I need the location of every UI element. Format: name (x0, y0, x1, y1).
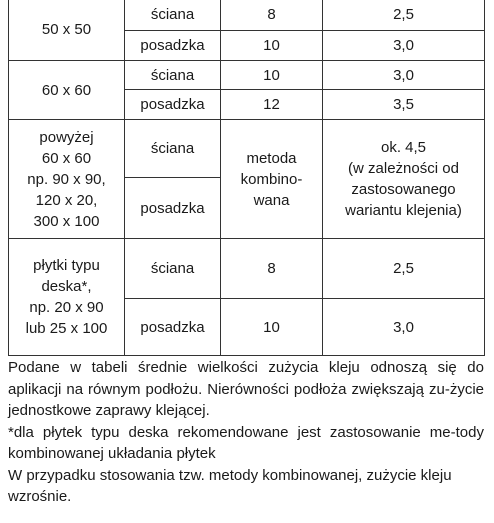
method-cell: metoda kombino- wana (221, 120, 323, 239)
surface-cell: ściana (125, 0, 221, 31)
surface-cell: posadzka (125, 299, 221, 356)
surface-cell: posadzka (125, 31, 221, 61)
note-average-consumption: Podane w tabeli średnie wielkości zużycia kleju odnoszą się do aplikacji na równym podłożu. Nierówności podłoża zwiększają zu-życie jednostkowe zaprawy klejącej. (8, 359, 484, 419)
consumption-cell: 3,0 (323, 299, 485, 356)
consumption-cell: ok. 4,5 (w zależności od zastosowanego wariantu klejenia) (323, 120, 485, 239)
consumption-cell: 3,0 (323, 61, 485, 90)
consumption-cell: 2,5 (323, 0, 485, 31)
tile-size-cell: powyżej 60 x 60 np. 90 x 90, 120 x 20, 300 x 100 (9, 120, 125, 239)
note-combined-method: W przypadku stosowania tzw. metody kombinowanej, zużycie kleju wzrośnie. (8, 466, 452, 505)
tile-size-cell: 50 x 50 (9, 0, 125, 61)
table-row (9, 61, 485, 90)
value-cell: 8 (221, 239, 323, 299)
surface-cell: ściana (125, 239, 221, 299)
consumption-cell: 3,0 (323, 31, 485, 61)
table-row (9, 120, 485, 178)
value-cell: 10 (221, 61, 323, 90)
value-cell: 10 (221, 299, 323, 356)
table-row (9, 0, 485, 31)
value-cell: 12 (221, 90, 323, 120)
value-cell: 8 (221, 0, 323, 31)
surface-cell: posadzka (125, 178, 221, 239)
notes-section (8, 357, 484, 508)
tile-size-cell: 60 x 60 (9, 61, 125, 120)
value-cell: 10 (221, 31, 323, 61)
tile-size-cell: płytki typu deska*, np. 20 x 90 lub 25 x 100 (9, 239, 125, 356)
note-plank-tiles: *dla płytek typu deska rekomendowane jest zastosowanie me-tody kombinowanej układania płytek (8, 423, 484, 462)
adhesive-consumption-table (8, 0, 485, 356)
consumption-cell: 3,5 (323, 90, 485, 120)
surface-cell: ściana (125, 120, 221, 178)
consumption-cell: 2,5 (323, 239, 485, 299)
table-row (9, 239, 485, 299)
surface-cell: posadzka (125, 90, 221, 120)
surface-cell: ściana (125, 61, 221, 90)
